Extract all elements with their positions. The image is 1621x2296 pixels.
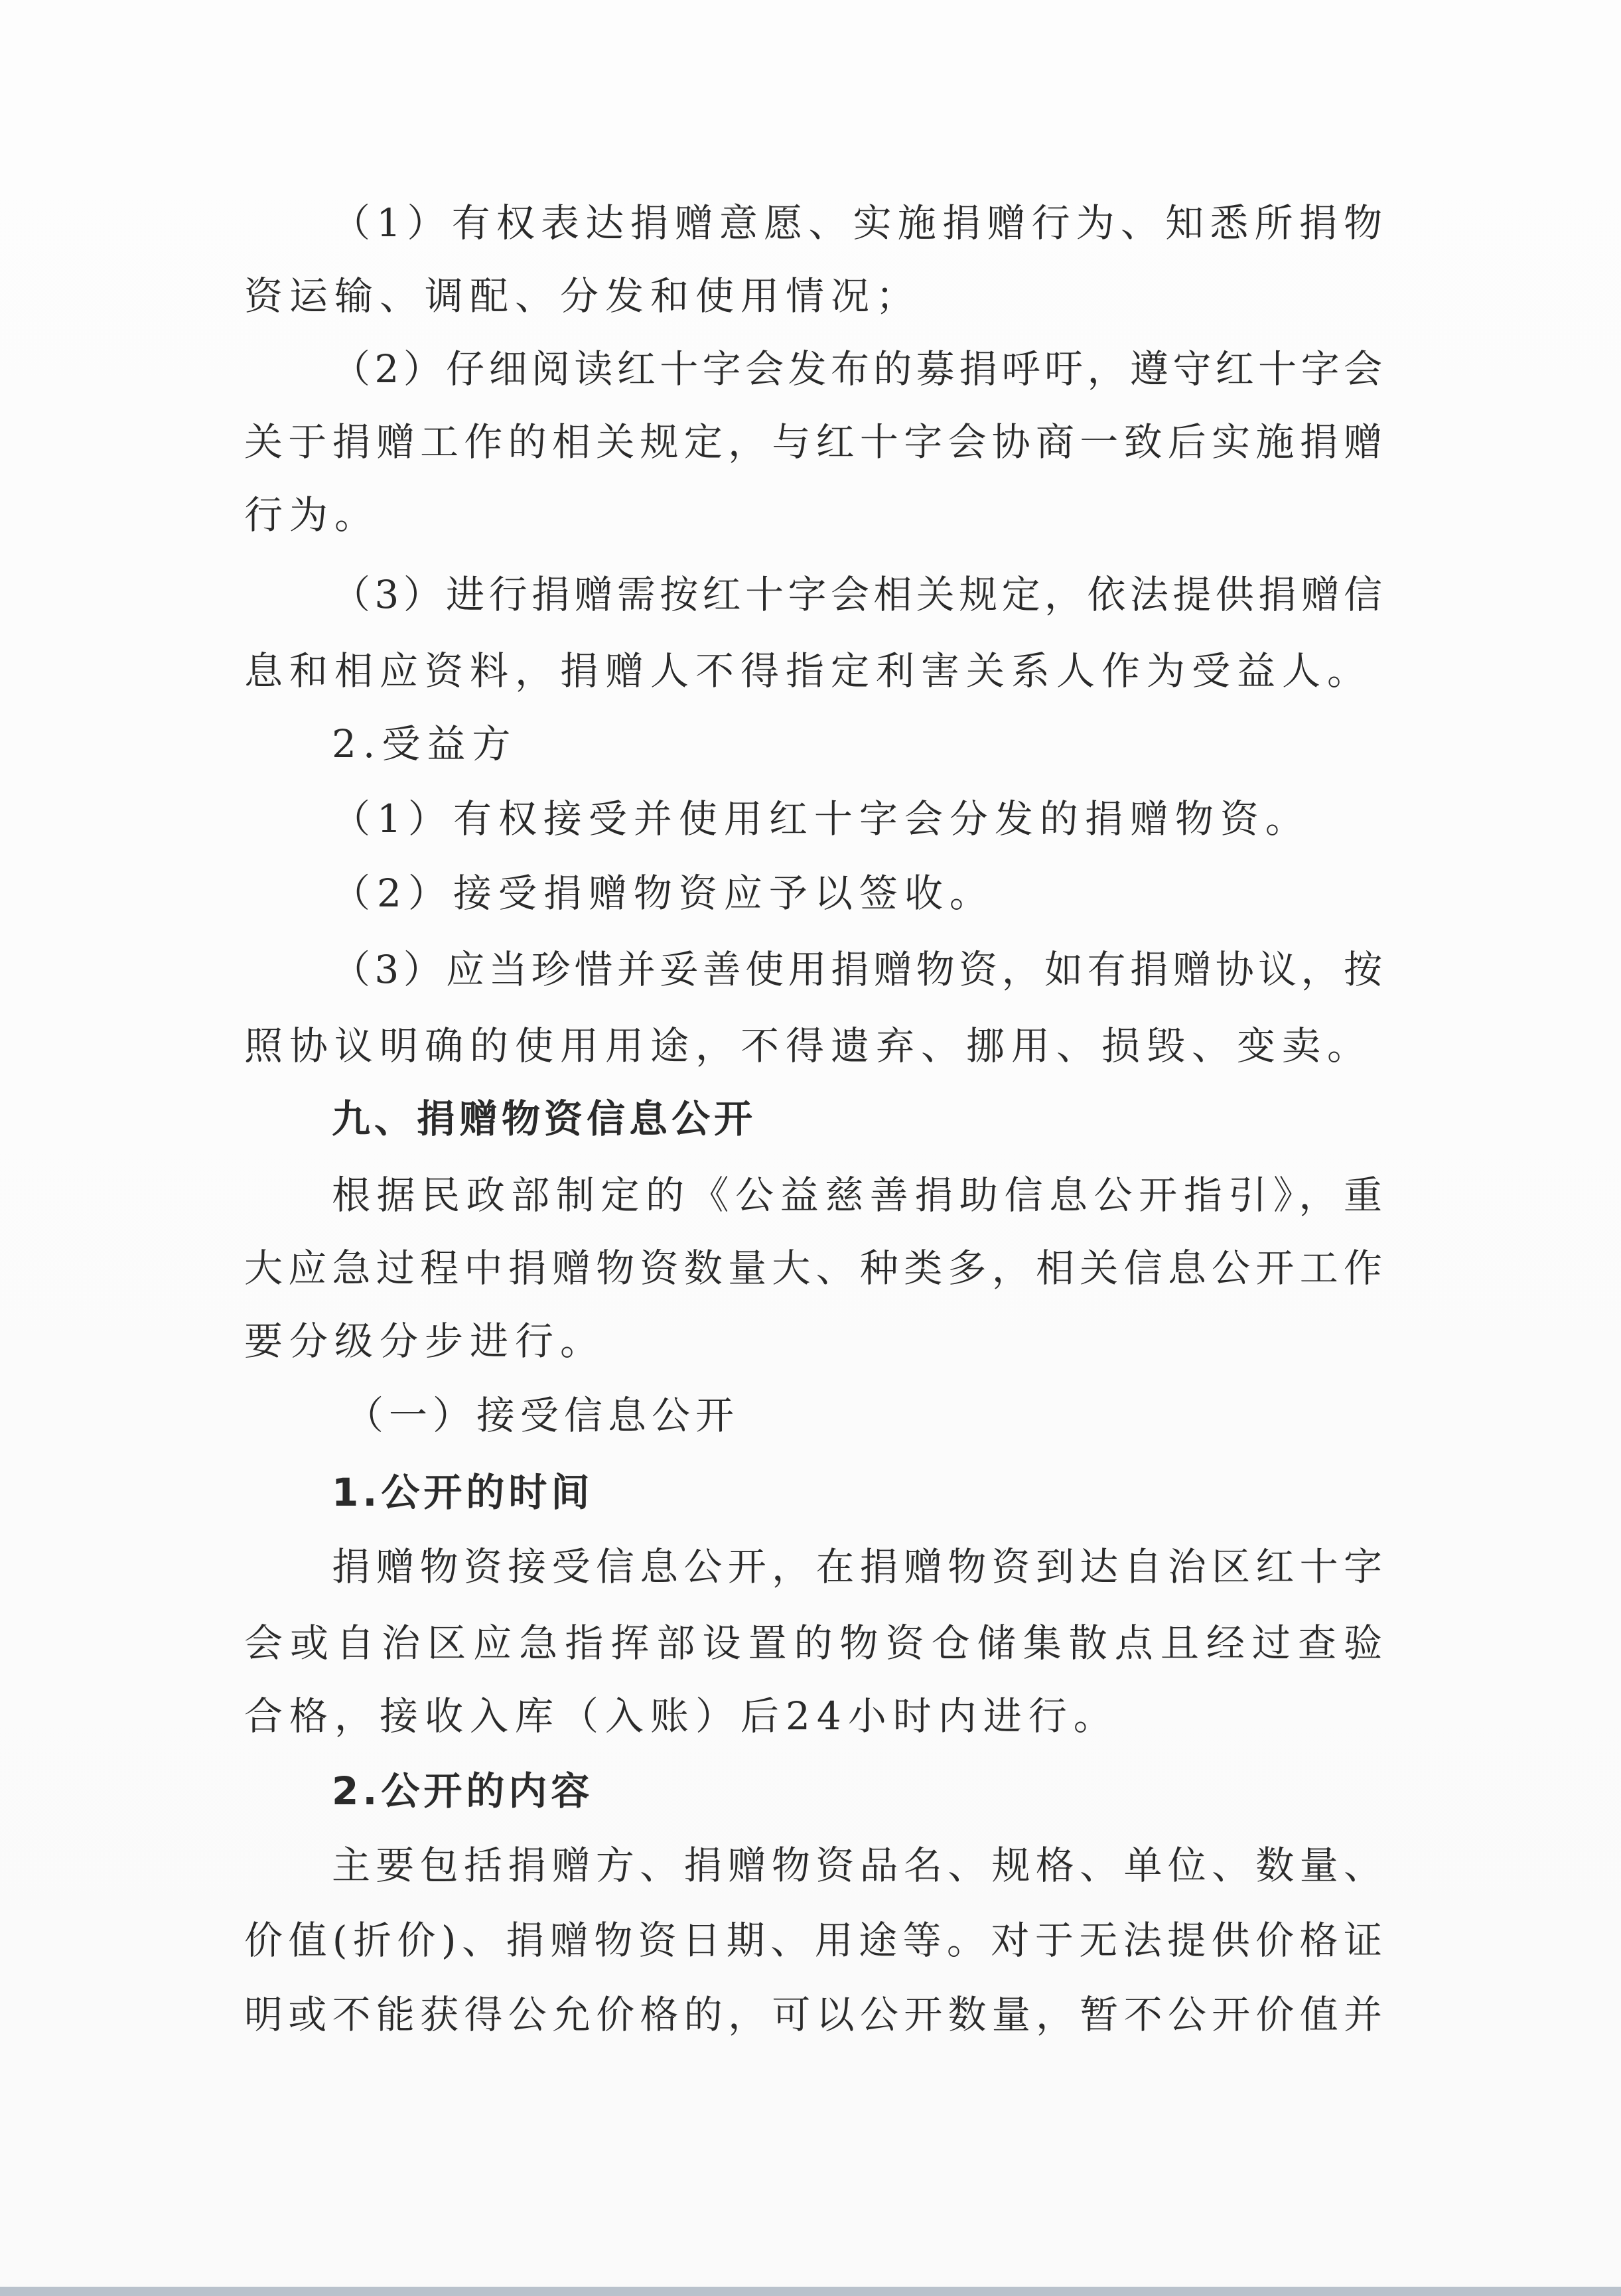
paragraph-line: 会或自治区应急指挥部设置的物资仓储集散点且经过查验 (244, 1620, 1382, 1666)
paragraph-line: 价值(折价)、捐赠物资日期、用途等。对于无法提供价格证 (244, 1918, 1382, 1963)
paragraph-line: 根据民政部制定的《公益慈善捐助信息公开指引》，重 (332, 1173, 1382, 1218)
sub-heading: （一）接受信息公开 (345, 1393, 740, 1438)
paragraph-line: （3）应当珍惜并妥善使用捐赠物资，如有捐赠协议，按 (332, 947, 1382, 992)
scan-edge (0, 2287, 1621, 2296)
paragraph-line: 要分级分步进行。 (244, 1319, 606, 1364)
sub-heading: 1.公开的时间 (332, 1470, 594, 1515)
paragraph-line: 行为。 (244, 492, 380, 538)
paragraph-line: 资运输、调配、分发和使用情况； (244, 273, 922, 319)
paragraph-line: （2）接受捐赠物资应予以签收。 (332, 871, 995, 916)
paragraph-line: （3）进行捐赠需按红十字会相关规定，依法提供捐赠信 (332, 572, 1382, 617)
sub-heading: 2.受益方 (332, 721, 518, 766)
paragraph-line: 捐赠物资接受信息公开，在捐赠物资到达自治区红十字 (332, 1544, 1382, 1589)
paragraph-line: （1）有权表达捐赠意愿、实施捐赠行为、知悉所捐物 (332, 200, 1382, 246)
paragraph-line: 照协议明确的使用用途，不得遗弃、挪用、损毁、变卖。 (244, 1023, 1373, 1068)
paragraph-line: （2）仔细阅读红十字会发布的募捐呼吁，遵守红十字会 (332, 346, 1382, 392)
paragraph-line: 合格，接收入库（入账）后24小时内进行。 (244, 1693, 1119, 1739)
paragraph-line: 关于捐赠工作的相关规定，与红十字会协商一致后实施捐赠 (244, 419, 1382, 465)
sub-heading: 2.公开的内容 (332, 1768, 594, 1814)
paragraph-line: 大应急过程中捐赠物资数量大、种类多，相关信息公开工作 (244, 1246, 1382, 1291)
paragraph-line: （1）有权接受并使用红十字会分发的捐赠物资。 (332, 796, 1310, 841)
section-heading: 九、捐赠物资信息公开 (332, 1096, 757, 1141)
paragraph-line: 明或不能获得公允价格的，可以公开数量，暂不公开价值并 (244, 1992, 1382, 2037)
paragraph-line: 主要包括捐赠方、捐赠物资品名、规格、单位、数量、 (332, 1843, 1382, 1888)
paragraph-line: 息和相应资料，捐赠人不得指定利害关系人作为受益人。 (244, 648, 1373, 693)
